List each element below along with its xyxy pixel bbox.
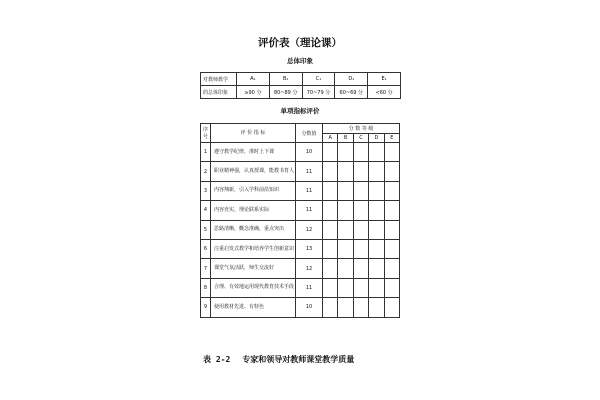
header-grade-a: A: [323, 134, 338, 143]
grade-cell-d[interactable]: [369, 162, 384, 181]
page-title: 评价表（理论课）: [258, 37, 342, 49]
header-grade-d: D: [369, 134, 384, 143]
grade-cell-a[interactable]: [323, 239, 338, 258]
overall-grade-c: C₁: [302, 73, 335, 86]
indicator-table: [200, 123, 400, 318]
grade-cell-b[interactable]: [338, 201, 353, 220]
grade-cell-d[interactable]: [369, 201, 384, 220]
grade-cell-b[interactable]: [338, 162, 353, 181]
overall-grade-d: D₁: [335, 73, 368, 86]
grade-cell-a[interactable]: [323, 298, 338, 317]
row-no: 7: [201, 259, 211, 278]
table-caption: [203, 354, 354, 365]
table-row: [201, 181, 400, 200]
overall-section-title: 总体印象: [287, 57, 313, 65]
grade-cell-c[interactable]: [353, 181, 368, 200]
row-indicator: 合理、有效地运用现代教育技术手段: [211, 278, 296, 297]
grade-cell-b[interactable]: [338, 298, 353, 317]
overall-grade-row: [201, 73, 401, 86]
grade-cell-b[interactable]: [338, 220, 353, 239]
row-indicator: 内容充实，理论联系实际: [211, 201, 296, 220]
table-row: [201, 162, 400, 181]
grade-cell-e[interactable]: [384, 201, 399, 220]
grade-cell-c[interactable]: [353, 143, 368, 162]
row-no: 9: [201, 298, 211, 317]
row-indicator: 课堂气氛活跃，师生交流好: [211, 259, 296, 278]
grade-cell-d[interactable]: [369, 259, 384, 278]
row-score: 11: [296, 278, 323, 297]
row-indicator: 遵守教学纪律，准时上下课: [211, 143, 296, 162]
row-no: 1: [201, 143, 211, 162]
header-grade-e: E: [384, 134, 399, 143]
grade-cell-c[interactable]: [353, 239, 368, 258]
grade-cell-e[interactable]: [384, 259, 399, 278]
grade-cell-c[interactable]: [353, 278, 368, 297]
row-score: 11: [296, 201, 323, 220]
overall-impression-table: [200, 72, 401, 99]
overall-row-label-top: 对教师教学: [201, 73, 237, 86]
row-no: 3: [201, 181, 211, 200]
row-score: 11: [296, 181, 323, 200]
table-row: [201, 201, 400, 220]
overall-range-e: <60 分: [368, 86, 401, 99]
row-score: 12: [296, 259, 323, 278]
row-indicator: 注重启发式教学和培养学生创新意识: [211, 239, 296, 258]
grade-cell-d[interactable]: [369, 143, 384, 162]
grade-cell-a[interactable]: [323, 259, 338, 278]
grade-cell-c[interactable]: [353, 201, 368, 220]
row-score: 12: [296, 220, 323, 239]
grade-cell-a[interactable]: [323, 181, 338, 200]
table-row: [201, 278, 400, 297]
row-no: 6: [201, 239, 211, 258]
header-grade-b: B: [338, 134, 353, 143]
overall-row-label-bottom: 的总体印象: [201, 86, 237, 99]
grade-cell-c[interactable]: [353, 259, 368, 278]
grade-cell-c[interactable]: [353, 220, 368, 239]
header-grade-group: 分 数 等 级: [323, 124, 400, 134]
grade-cell-d[interactable]: [369, 220, 384, 239]
overall-range-a: ≥90 分: [237, 86, 270, 99]
overall-grade-b: B₁: [269, 73, 302, 86]
overall-range-b: 80~89 分: [269, 86, 302, 99]
row-no: 5: [201, 220, 211, 239]
table-row: [201, 259, 400, 278]
grade-cell-e[interactable]: [384, 298, 399, 317]
indicator-header-row: [201, 124, 400, 134]
header-indicator: 评 价 指 标: [211, 124, 296, 143]
header-score: 分数值: [296, 124, 323, 143]
grade-cell-b[interactable]: [338, 278, 353, 297]
grade-cell-d[interactable]: [369, 239, 384, 258]
overall-grade-e: E₁: [368, 73, 401, 86]
overall-range-d: 60~69 分: [335, 86, 368, 99]
table-row: [201, 239, 400, 258]
overall-range-c: 70~79 分: [302, 86, 335, 99]
grade-cell-b[interactable]: [338, 239, 353, 258]
grade-cell-a[interactable]: [323, 162, 338, 181]
grade-cell-b[interactable]: [338, 259, 353, 278]
grade-cell-a[interactable]: [323, 278, 338, 297]
grade-cell-b[interactable]: [338, 143, 353, 162]
grade-cell-a[interactable]: [323, 220, 338, 239]
row-score: 10: [296, 298, 323, 317]
grade-cell-d[interactable]: [369, 298, 384, 317]
table-row: [201, 298, 400, 317]
header-no: 序号: [201, 124, 211, 143]
grade-cell-e[interactable]: [384, 239, 399, 258]
grade-cell-e[interactable]: [384, 181, 399, 200]
row-no: 2: [201, 162, 211, 181]
row-score: 11: [296, 162, 323, 181]
caption-text: 专家和领导对教师课堂教学质量: [242, 355, 355, 364]
grade-cell-a[interactable]: [323, 143, 338, 162]
overall-grade-a: A₁: [237, 73, 270, 86]
grade-cell-e[interactable]: [384, 278, 399, 297]
row-score: 10: [296, 143, 323, 162]
items-section-title: 单项指标评价: [280, 107, 320, 115]
row-score: 13: [296, 239, 323, 258]
grade-cell-c[interactable]: [353, 162, 368, 181]
row-no: 4: [201, 201, 211, 220]
grade-cell-d[interactable]: [369, 181, 384, 200]
header-grade-c: C: [353, 134, 368, 143]
grade-cell-b[interactable]: [338, 181, 353, 200]
row-indicator: 职业精神强，认真授课，能教书育人: [211, 162, 296, 181]
grade-cell-a[interactable]: [323, 201, 338, 220]
overall-range-row: [201, 86, 401, 99]
table-row: [201, 220, 400, 239]
table-row: [201, 143, 400, 162]
grade-cell-d[interactable]: [369, 278, 384, 297]
caption-label: 表 2-2: [203, 355, 231, 364]
row-indicator: 使用教材先进、有特色: [211, 298, 296, 317]
grade-cell-e[interactable]: [384, 143, 399, 162]
grade-cell-c[interactable]: [353, 298, 368, 317]
row-indicator: 思路清晰，概念准确，重点突出: [211, 220, 296, 239]
row-no: 8: [201, 278, 211, 297]
grade-cell-e[interactable]: [384, 162, 399, 181]
row-indicator: 内容翔新，引入学科前沿知识: [211, 181, 296, 200]
grade-cell-e[interactable]: [384, 220, 399, 239]
